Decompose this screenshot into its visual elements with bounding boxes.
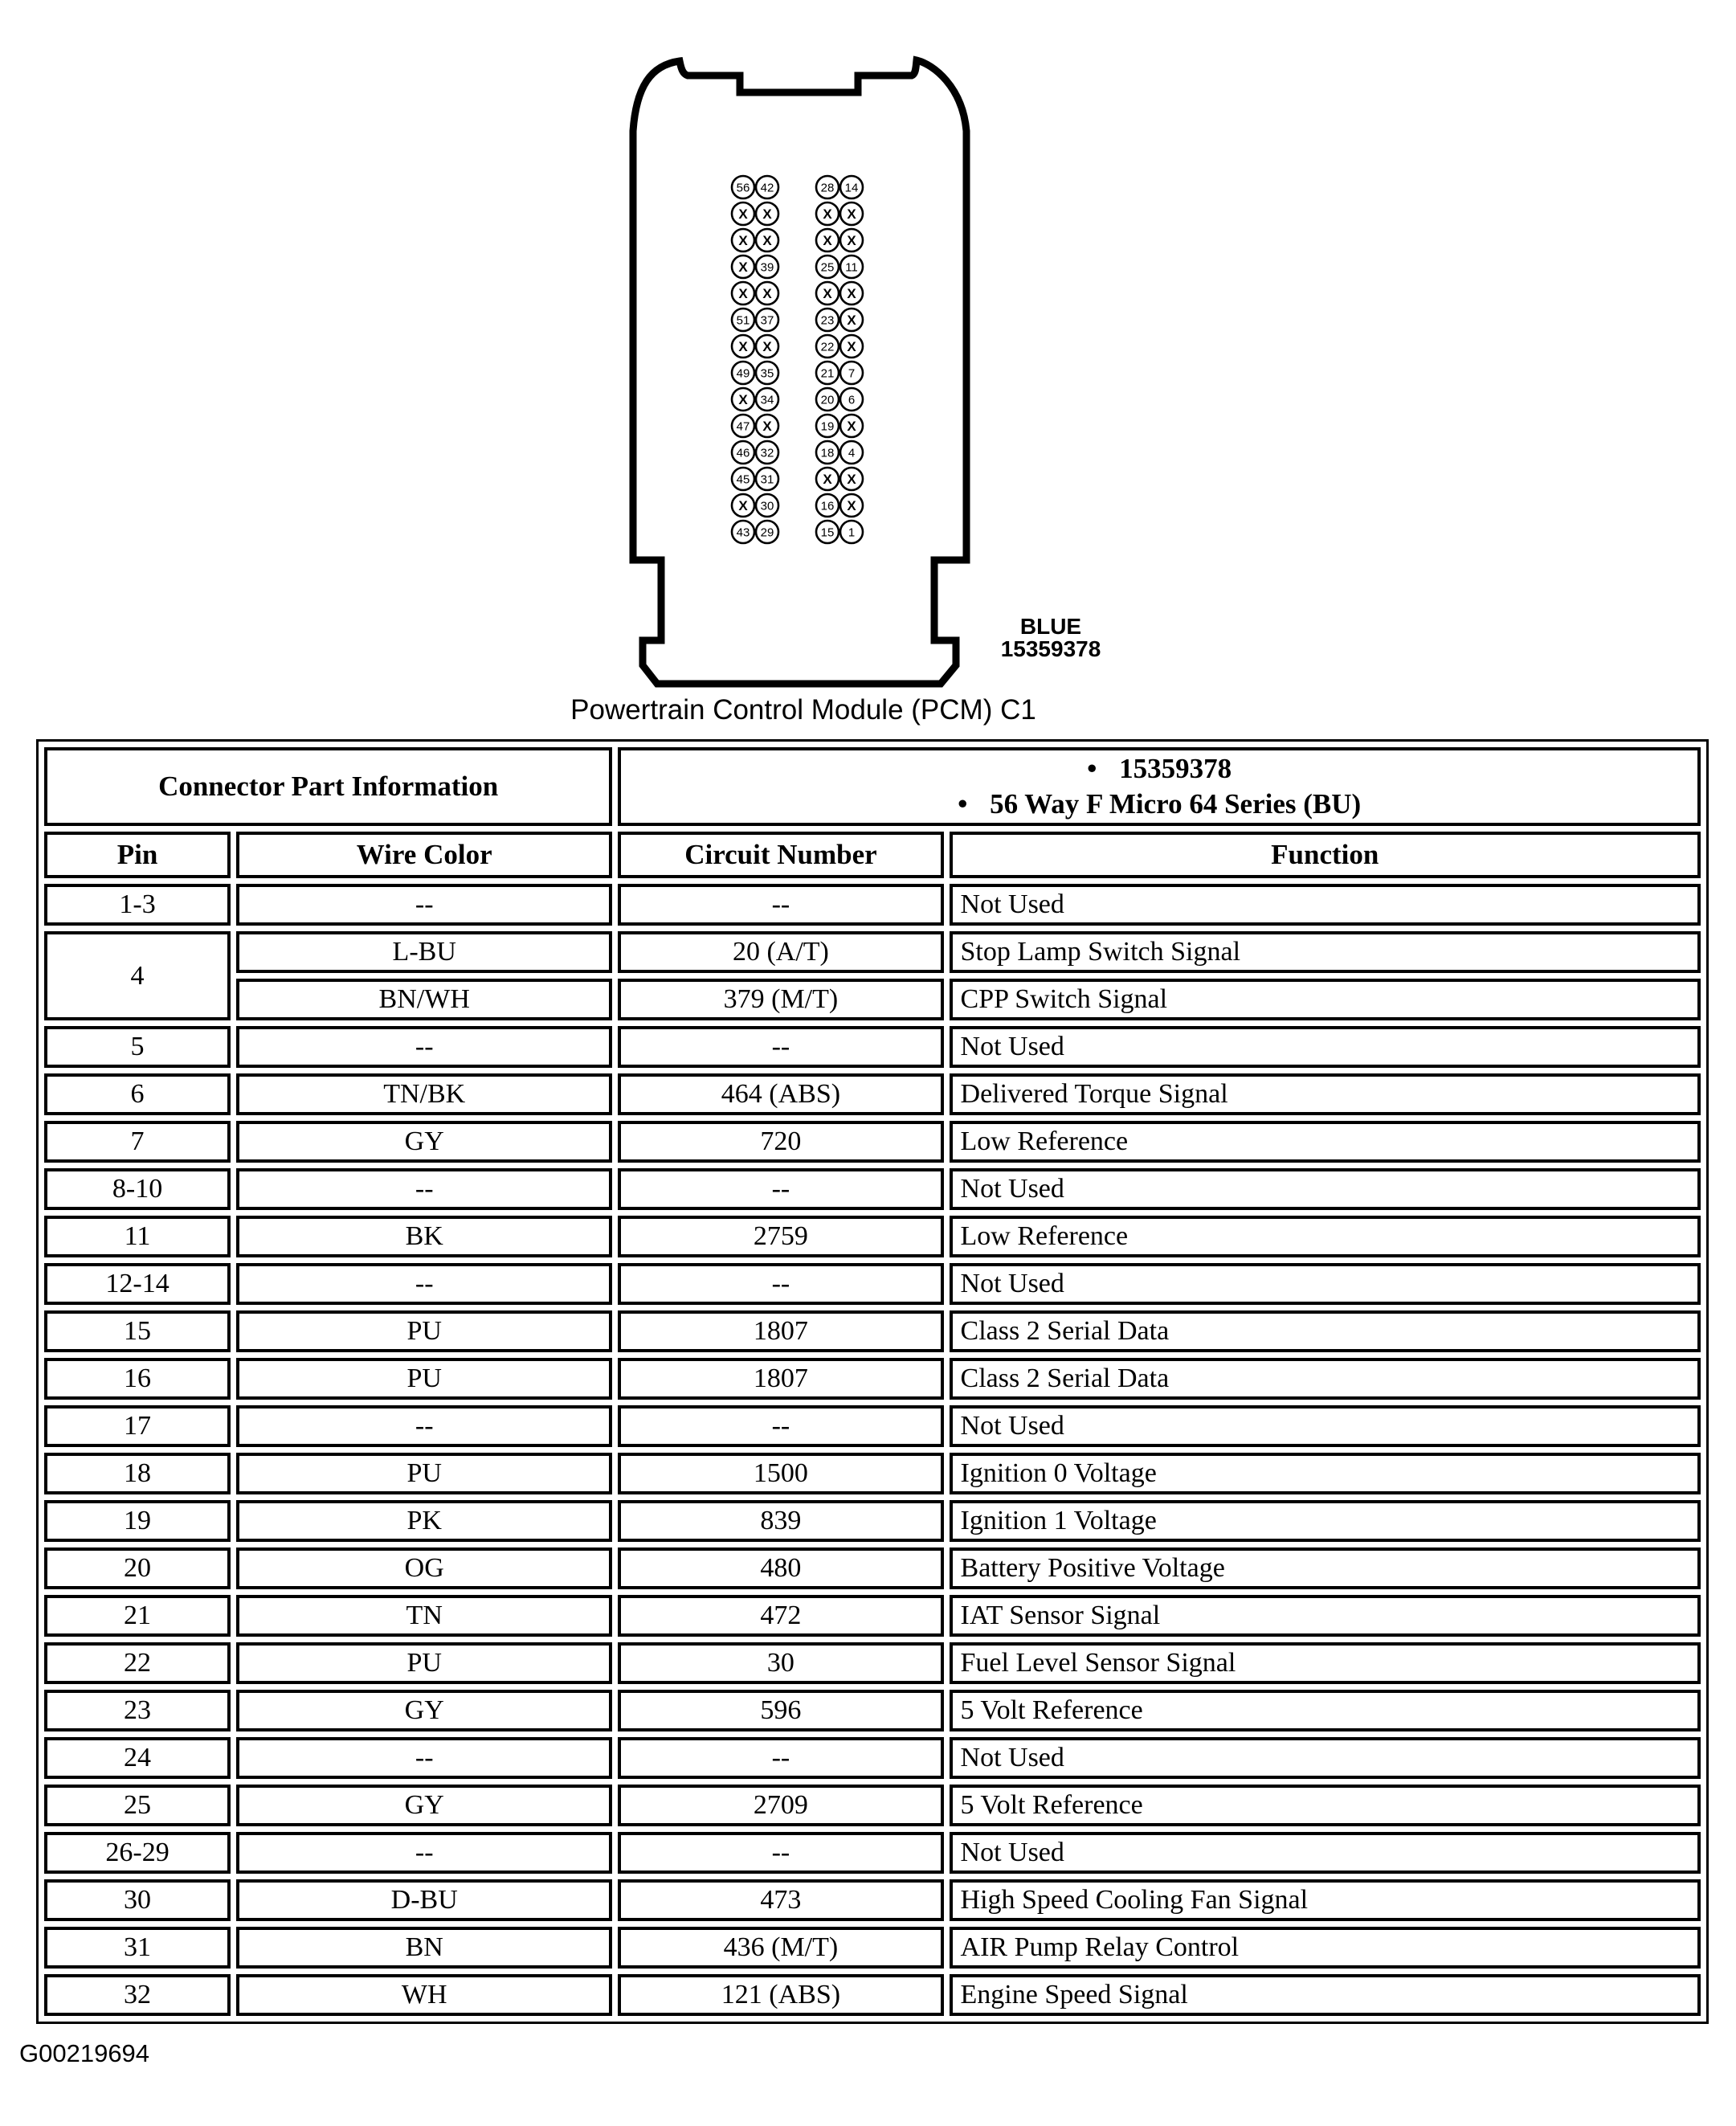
pin-cell: 1-3 bbox=[44, 884, 231, 926]
circuit-number-cell: 379 (M/T) bbox=[618, 979, 943, 1020]
wire-color-cell: PU bbox=[236, 1358, 612, 1400]
pin-cell: 15 bbox=[44, 1310, 231, 1352]
function-cell: 5 Volt Reference bbox=[950, 1785, 1701, 1826]
pin-number-label: 29 bbox=[760, 525, 774, 540]
table-row bbox=[44, 1737, 1701, 1779]
pin-number-label: 39 bbox=[760, 260, 774, 275]
wire-color-cell: PU bbox=[236, 1642, 612, 1684]
pin-blocked-label: X bbox=[847, 339, 856, 355]
function-cell: Battery Positive Voltage bbox=[950, 1547, 1701, 1589]
table-row bbox=[44, 1073, 1701, 1115]
function-cell: Low Reference bbox=[950, 1121, 1701, 1163]
pin-cell: 25 bbox=[44, 1785, 231, 1826]
pin-blocked-label: X bbox=[847, 472, 856, 488]
table-row bbox=[44, 1690, 1701, 1731]
part-info-row bbox=[44, 747, 1701, 826]
function-cell: Ignition 1 Voltage bbox=[950, 1500, 1701, 1542]
wire-color-cell: TN/BK bbox=[236, 1073, 612, 1115]
pin-cell: 21 bbox=[44, 1595, 231, 1637]
pin-number-label: 30 bbox=[760, 499, 774, 513]
pin-number-label: 25 bbox=[820, 260, 835, 275]
pin-number-label: 32 bbox=[760, 446, 774, 460]
column-header-row bbox=[44, 832, 1701, 878]
wire-color-cell: GY bbox=[236, 1690, 612, 1731]
table-row bbox=[44, 931, 1701, 973]
bullet-icon: • bbox=[1087, 753, 1097, 784]
table-row bbox=[44, 1405, 1701, 1447]
circuit-number-cell: 480 bbox=[618, 1547, 943, 1589]
wire-color-cell: -- bbox=[236, 1263, 612, 1305]
table-row bbox=[44, 1453, 1701, 1494]
pin-blocked-label: X bbox=[823, 206, 832, 223]
function-cell: Not Used bbox=[950, 1405, 1701, 1447]
table-row bbox=[44, 1974, 1701, 2016]
pin-number-label: 34 bbox=[760, 393, 774, 407]
pin-number-label: 42 bbox=[760, 181, 774, 195]
wire-color-cell: PU bbox=[236, 1453, 612, 1494]
function-cell: Not Used bbox=[950, 1737, 1701, 1779]
circuit-number-cell: -- bbox=[618, 1168, 943, 1210]
function-cell: Not Used bbox=[950, 1832, 1701, 1874]
connector-color-label bbox=[995, 615, 1107, 660]
part-info-item: • 15359378 bbox=[621, 751, 1697, 787]
pin-cell: 7 bbox=[44, 1121, 231, 1163]
pin-cell: 31 bbox=[44, 1927, 231, 1969]
pin-number-label: 22 bbox=[820, 340, 835, 354]
wire-color-cell: BK bbox=[236, 1216, 612, 1257]
pin-blocked-label: X bbox=[847, 498, 856, 514]
connector-part-number: 15359378 bbox=[1000, 636, 1101, 661]
table-row bbox=[44, 979, 1701, 1020]
pin-cell: 18 bbox=[44, 1453, 231, 1494]
pin-blocked-label: X bbox=[738, 339, 748, 355]
pcm-connector-diagram bbox=[627, 55, 980, 697]
part-info-item: • 56 Way F Micro 64 Series (BU) bbox=[621, 787, 1697, 822]
column-header-function: Function bbox=[950, 832, 1701, 878]
pin-blocked-label: X bbox=[762, 286, 772, 302]
function-cell: Delivered Torque Signal bbox=[950, 1073, 1701, 1115]
pin-cell: 4 bbox=[44, 931, 231, 1020]
function-cell: CPP Switch Signal bbox=[950, 979, 1701, 1020]
function-cell: AIR Pump Relay Control bbox=[950, 1927, 1701, 1969]
column-header-circuit-number: Circuit Number bbox=[618, 832, 943, 878]
pin-blocked-label: X bbox=[847, 313, 856, 329]
wire-color-cell: L-BU bbox=[236, 931, 612, 973]
pin-number-label: 23 bbox=[820, 313, 835, 328]
pin-cell: 5 bbox=[44, 1026, 231, 1068]
circuit-number-cell: 121 (ABS) bbox=[618, 1974, 943, 2016]
pin-number-label: 37 bbox=[760, 313, 774, 328]
function-cell: Low Reference bbox=[950, 1216, 1701, 1257]
pin-number-label: 7 bbox=[848, 366, 856, 381]
function-cell: Ignition 0 Voltage bbox=[950, 1453, 1701, 1494]
pin-blocked-label: X bbox=[847, 286, 856, 302]
diagram-caption: Powertrain Control Module (PCM) C1 bbox=[570, 694, 1036, 726]
part-info-values bbox=[618, 747, 1701, 826]
pin-number-label: 16 bbox=[820, 499, 835, 513]
pin-cell: 11 bbox=[44, 1216, 231, 1257]
wire-color-cell: -- bbox=[236, 1026, 612, 1068]
circuit-number-cell: -- bbox=[618, 1263, 943, 1305]
pin-number-label: 1 bbox=[848, 525, 856, 540]
pin-number-label: 47 bbox=[736, 419, 750, 434]
pin-cell: 8-10 bbox=[44, 1168, 231, 1210]
table-row bbox=[44, 1168, 1701, 1210]
function-cell: Not Used bbox=[950, 1263, 1701, 1305]
pin-cell: 12-14 bbox=[44, 1263, 231, 1305]
pin-cell: 26-29 bbox=[44, 1832, 231, 1874]
circuit-number-cell: -- bbox=[618, 884, 943, 926]
circuit-number-cell: 720 bbox=[618, 1121, 943, 1163]
pin-blocked-label: X bbox=[738, 206, 748, 223]
function-cell: Not Used bbox=[950, 884, 1701, 926]
pin-blocked-label: X bbox=[738, 260, 748, 276]
wire-color-cell: -- bbox=[236, 1405, 612, 1447]
function-cell: Class 2 Serial Data bbox=[950, 1358, 1701, 1400]
pin-blocked-label: X bbox=[847, 233, 856, 249]
pin-number-label: 56 bbox=[736, 181, 750, 195]
function-cell: Stop Lamp Switch Signal bbox=[950, 931, 1701, 973]
circuit-number-cell: 464 (ABS) bbox=[618, 1073, 943, 1115]
pin-cell: 32 bbox=[44, 1974, 231, 2016]
table-row bbox=[44, 1026, 1701, 1068]
table-row bbox=[44, 1310, 1701, 1352]
function-cell: Not Used bbox=[950, 1026, 1701, 1068]
pin-cell: 16 bbox=[44, 1358, 231, 1400]
circuit-number-cell: 596 bbox=[618, 1690, 943, 1731]
circuit-number-cell: 30 bbox=[618, 1642, 943, 1684]
pin-number-label: 49 bbox=[736, 366, 750, 381]
wire-color-cell: GY bbox=[236, 1121, 612, 1163]
pin-number-label: 46 bbox=[736, 446, 750, 460]
color-name: BLUE bbox=[1019, 614, 1082, 639]
table-row bbox=[44, 1216, 1701, 1257]
connector-pinout-table bbox=[36, 739, 1709, 2024]
table-row bbox=[44, 1547, 1701, 1589]
wire-color-cell: TN bbox=[236, 1595, 612, 1637]
function-cell: 5 Volt Reference bbox=[950, 1690, 1701, 1731]
pin-cell: 6 bbox=[44, 1073, 231, 1115]
pin-blocked-label: X bbox=[823, 472, 832, 488]
pin-number-label: 35 bbox=[760, 366, 774, 381]
pin-cell: 24 bbox=[44, 1737, 231, 1779]
pin-number-label: 14 bbox=[844, 181, 859, 195]
column-header-wire-color: Wire Color bbox=[236, 832, 612, 878]
pin-number-label: 43 bbox=[736, 525, 750, 540]
pin-number-label: 19 bbox=[820, 419, 835, 434]
table-row bbox=[44, 1642, 1701, 1684]
pin-cell: 23 bbox=[44, 1690, 231, 1731]
pin-blocked-label: X bbox=[762, 206, 772, 223]
pin-blocked-label: X bbox=[738, 233, 748, 249]
pin-cell: 30 bbox=[44, 1879, 231, 1921]
pin-blocked-label: X bbox=[762, 233, 772, 249]
circuit-number-cell: -- bbox=[618, 1832, 943, 1874]
pin-blocked-label: X bbox=[738, 286, 748, 302]
table-row bbox=[44, 1121, 1701, 1163]
pin-blocked-label: X bbox=[823, 233, 832, 249]
pin-number-label: 6 bbox=[848, 393, 856, 407]
table-row bbox=[44, 1785, 1701, 1826]
circuit-number-cell: -- bbox=[618, 1737, 943, 1779]
wire-color-cell: -- bbox=[236, 1168, 612, 1210]
pin-blocked-label: X bbox=[823, 286, 832, 302]
pin-number-label: 20 bbox=[820, 393, 835, 407]
circuit-number-cell: 1807 bbox=[618, 1358, 943, 1400]
circuit-number-cell: 2759 bbox=[618, 1216, 943, 1257]
circuit-number-cell: 2709 bbox=[618, 1785, 943, 1826]
function-cell: High Speed Cooling Fan Signal bbox=[950, 1879, 1701, 1921]
connector-outline bbox=[633, 60, 966, 684]
pin-number-label: 45 bbox=[736, 472, 750, 487]
pin-number-label: 21 bbox=[820, 366, 835, 381]
pin-blocked-label: X bbox=[738, 392, 748, 408]
pin-blocked-label: X bbox=[762, 339, 772, 355]
table-row bbox=[44, 884, 1701, 926]
circuit-number-cell: -- bbox=[618, 1405, 943, 1447]
circuit-number-cell: 473 bbox=[618, 1879, 943, 1921]
function-cell: Not Used bbox=[950, 1168, 1701, 1210]
pin-blocked-label: X bbox=[738, 498, 748, 514]
pin-blocked-label: X bbox=[847, 206, 856, 223]
wire-color-cell: BN bbox=[236, 1927, 612, 1969]
wire-color-cell: WH bbox=[236, 1974, 612, 2016]
pin-blocked-label: X bbox=[762, 419, 772, 435]
wire-color-cell: BN/WH bbox=[236, 979, 612, 1020]
part-info-header: Connector Part Information bbox=[44, 747, 612, 826]
wire-color-cell: PK bbox=[236, 1500, 612, 1542]
function-cell: Engine Speed Signal bbox=[950, 1974, 1701, 2016]
pin-cell: 20 bbox=[44, 1547, 231, 1589]
table-row bbox=[44, 1263, 1701, 1305]
wire-color-cell: -- bbox=[236, 1737, 612, 1779]
pin-number-label: 31 bbox=[760, 472, 774, 487]
circuit-number-cell: 1500 bbox=[618, 1453, 943, 1494]
pin-number-label: 18 bbox=[820, 446, 835, 460]
circuit-number-cell: 20 (A/T) bbox=[618, 931, 943, 973]
column-header-pin: Pin bbox=[44, 832, 231, 878]
circuit-number-cell: -- bbox=[618, 1026, 943, 1068]
wire-color-cell: PU bbox=[236, 1310, 612, 1352]
pin-blocked-label: X bbox=[847, 419, 856, 435]
pin-number-label: 15 bbox=[820, 525, 835, 540]
figure-id: G00219694 bbox=[19, 2039, 150, 2067]
function-cell: Class 2 Serial Data bbox=[950, 1310, 1701, 1352]
circuit-number-cell: 436 (M/T) bbox=[618, 1927, 943, 1969]
pin-cell: 22 bbox=[44, 1642, 231, 1684]
wire-color-cell: -- bbox=[236, 1832, 612, 1874]
table-row bbox=[44, 1832, 1701, 1874]
wire-color-cell: OG bbox=[236, 1547, 612, 1589]
table-row bbox=[44, 1927, 1701, 1969]
pin-number-label: 4 bbox=[848, 446, 856, 460]
bullet-icon: • bbox=[958, 788, 968, 820]
pin-number-label: 11 bbox=[845, 260, 858, 275]
pin-cell: 19 bbox=[44, 1500, 231, 1542]
wire-color-cell: -- bbox=[236, 884, 612, 926]
function-cell: Fuel Level Sensor Signal bbox=[950, 1642, 1701, 1684]
circuit-number-cell: 839 bbox=[618, 1500, 943, 1542]
circuit-number-cell: 1807 bbox=[618, 1310, 943, 1352]
wire-color-cell: D-BU bbox=[236, 1879, 612, 1921]
table-row bbox=[44, 1500, 1701, 1542]
pin-cell: 17 bbox=[44, 1405, 231, 1447]
table-row bbox=[44, 1879, 1701, 1921]
pin-number-label: 28 bbox=[820, 181, 835, 195]
pin-number-label: 51 bbox=[736, 313, 750, 328]
circuit-number-cell: 472 bbox=[618, 1595, 943, 1637]
function-cell: IAT Sensor Signal bbox=[950, 1595, 1701, 1637]
table-row bbox=[44, 1358, 1701, 1400]
table-row bbox=[44, 1595, 1701, 1637]
wire-color-cell: GY bbox=[236, 1785, 612, 1826]
